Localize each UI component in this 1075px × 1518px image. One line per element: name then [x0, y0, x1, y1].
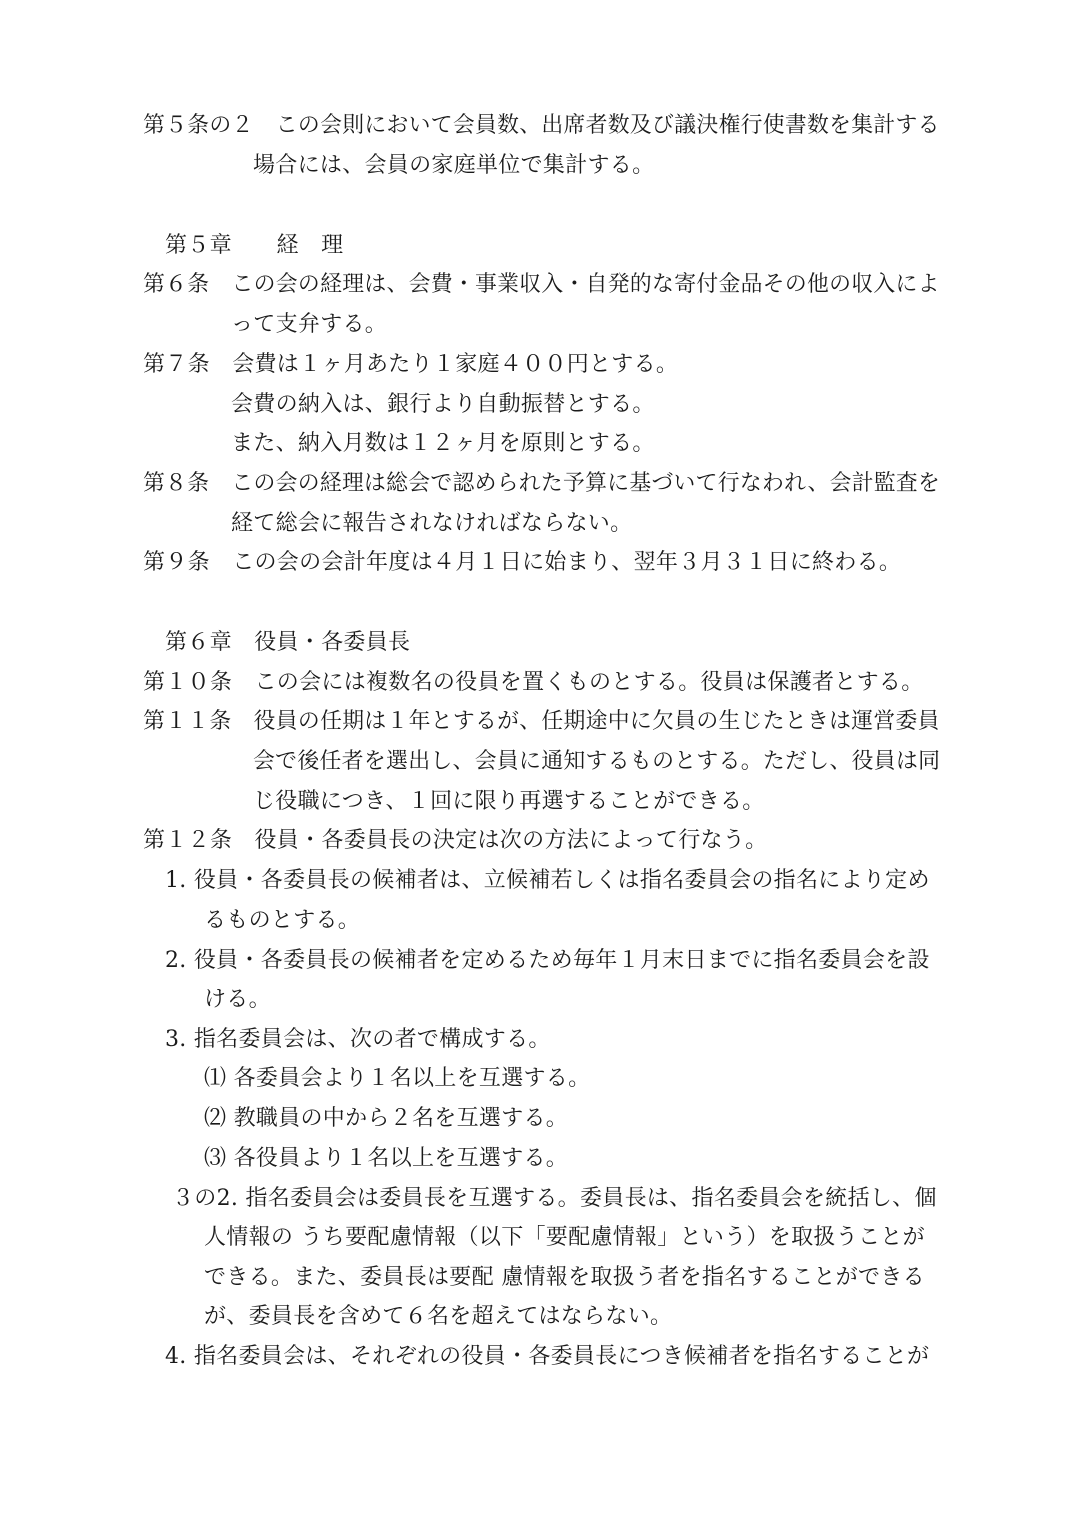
article-10-line-1: 第１０条 この会には複数名の役員を置くものとする。役員は保護者とする。 [143, 670, 924, 695]
article-5-2-line-1: 第５条の２ この会則において会員数、出席者数及び議決権行使書数を集計する [143, 113, 940, 138]
list-item-3-2-line-1: ３の2. 指名委員会は委員長を互選する。委員長は、指名委員会を統括し、個 [172, 1186, 937, 1211]
sub-item-1: ⑴ 各委員会より１名以上を互選する。 [204, 1066, 591, 1091]
article-5-2-line-2: 場合には、会員の家庭単位で集計する。 [253, 153, 655, 178]
article-8-line-1: 第８条 この会の経理は総会で認められた予算に基づいて行なわれ、会計監査を [143, 471, 941, 496]
list-item-3-line-1: 3. 指名委員会は、次の者で構成する。 [165, 1027, 551, 1052]
article-6-line-2: って支弁する。 [231, 312, 388, 337]
article-11-line-3: じ役職につき、１回に限り再選することができる。 [253, 789, 765, 814]
sub-item-3: ⑶ 各役員より１名以上を互選する。 [204, 1146, 569, 1171]
article-7-line-3: また、納入月数は１２ヶ月を原則とする。 [231, 431, 655, 456]
article-11-line-2: 会で後任者を選出し、会員に通知するものとする。ただし、役員は同 [253, 749, 941, 774]
list-item-4-line-1: 4. 指名委員会は、それぞれの役員・各委員長につき候補者を指名することが [165, 1344, 930, 1369]
article-9-line-1: 第９条 この会の会計年度は４月１日に始まり、翌年３月３１日に終わる。 [143, 550, 902, 575]
list-item-3-2-line-3: できる。また、委員長は要配 慮情報を取扱う者を指名することができる [204, 1265, 925, 1290]
list-item-2-line-1: 2. 役員・各委員長の候補者を定めるため毎年１月末日までに指名委員会を設 [165, 948, 930, 973]
chapter-6-heading: 第６章 役員・各委員長 [165, 630, 411, 655]
sub-item-2: ⑵ 教職員の中から２名を互選する。 [204, 1106, 569, 1131]
list-item-3-2-line-2: 人情報の うち要配慮情報（以下「要配慮情報」という）を取扱うことが [204, 1225, 925, 1250]
article-11-line-1: 第１１条 役員の任期は１年とするが、任期途中に欠員の生じたときは運営委員 [143, 709, 940, 734]
article-12-line-1: 第１２条 役員・各委員長の決定は次の方法によって行なう。 [143, 828, 768, 853]
article-8-line-2: 経て総会に報告されなければならない。 [231, 511, 633, 536]
article-6-line-1: 第６条 この会の経理は、会費・事業収入・自発的な寄付金品その他の収入によ [143, 272, 940, 297]
article-7-line-2: 会費の納入は、銀行より自動振替とする。 [231, 392, 655, 417]
list-item-1-line-1: 1. 役員・各委員長の候補者は、立候補若しくは指名委員会の指名により定め [165, 868, 930, 893]
chapter-5-heading: 第５章 経 理 [165, 233, 344, 258]
list-item-1-line-2: るものとする。 [204, 908, 361, 933]
list-item-3-2-line-4: が、委員長を含めて６名を超えてはならない。 [204, 1304, 673, 1329]
article-7-line-1: 第７条 会費は１ヶ月あたり１家庭４００円とする。 [143, 352, 679, 377]
list-item-2-line-2: ける。 [204, 987, 271, 1012]
